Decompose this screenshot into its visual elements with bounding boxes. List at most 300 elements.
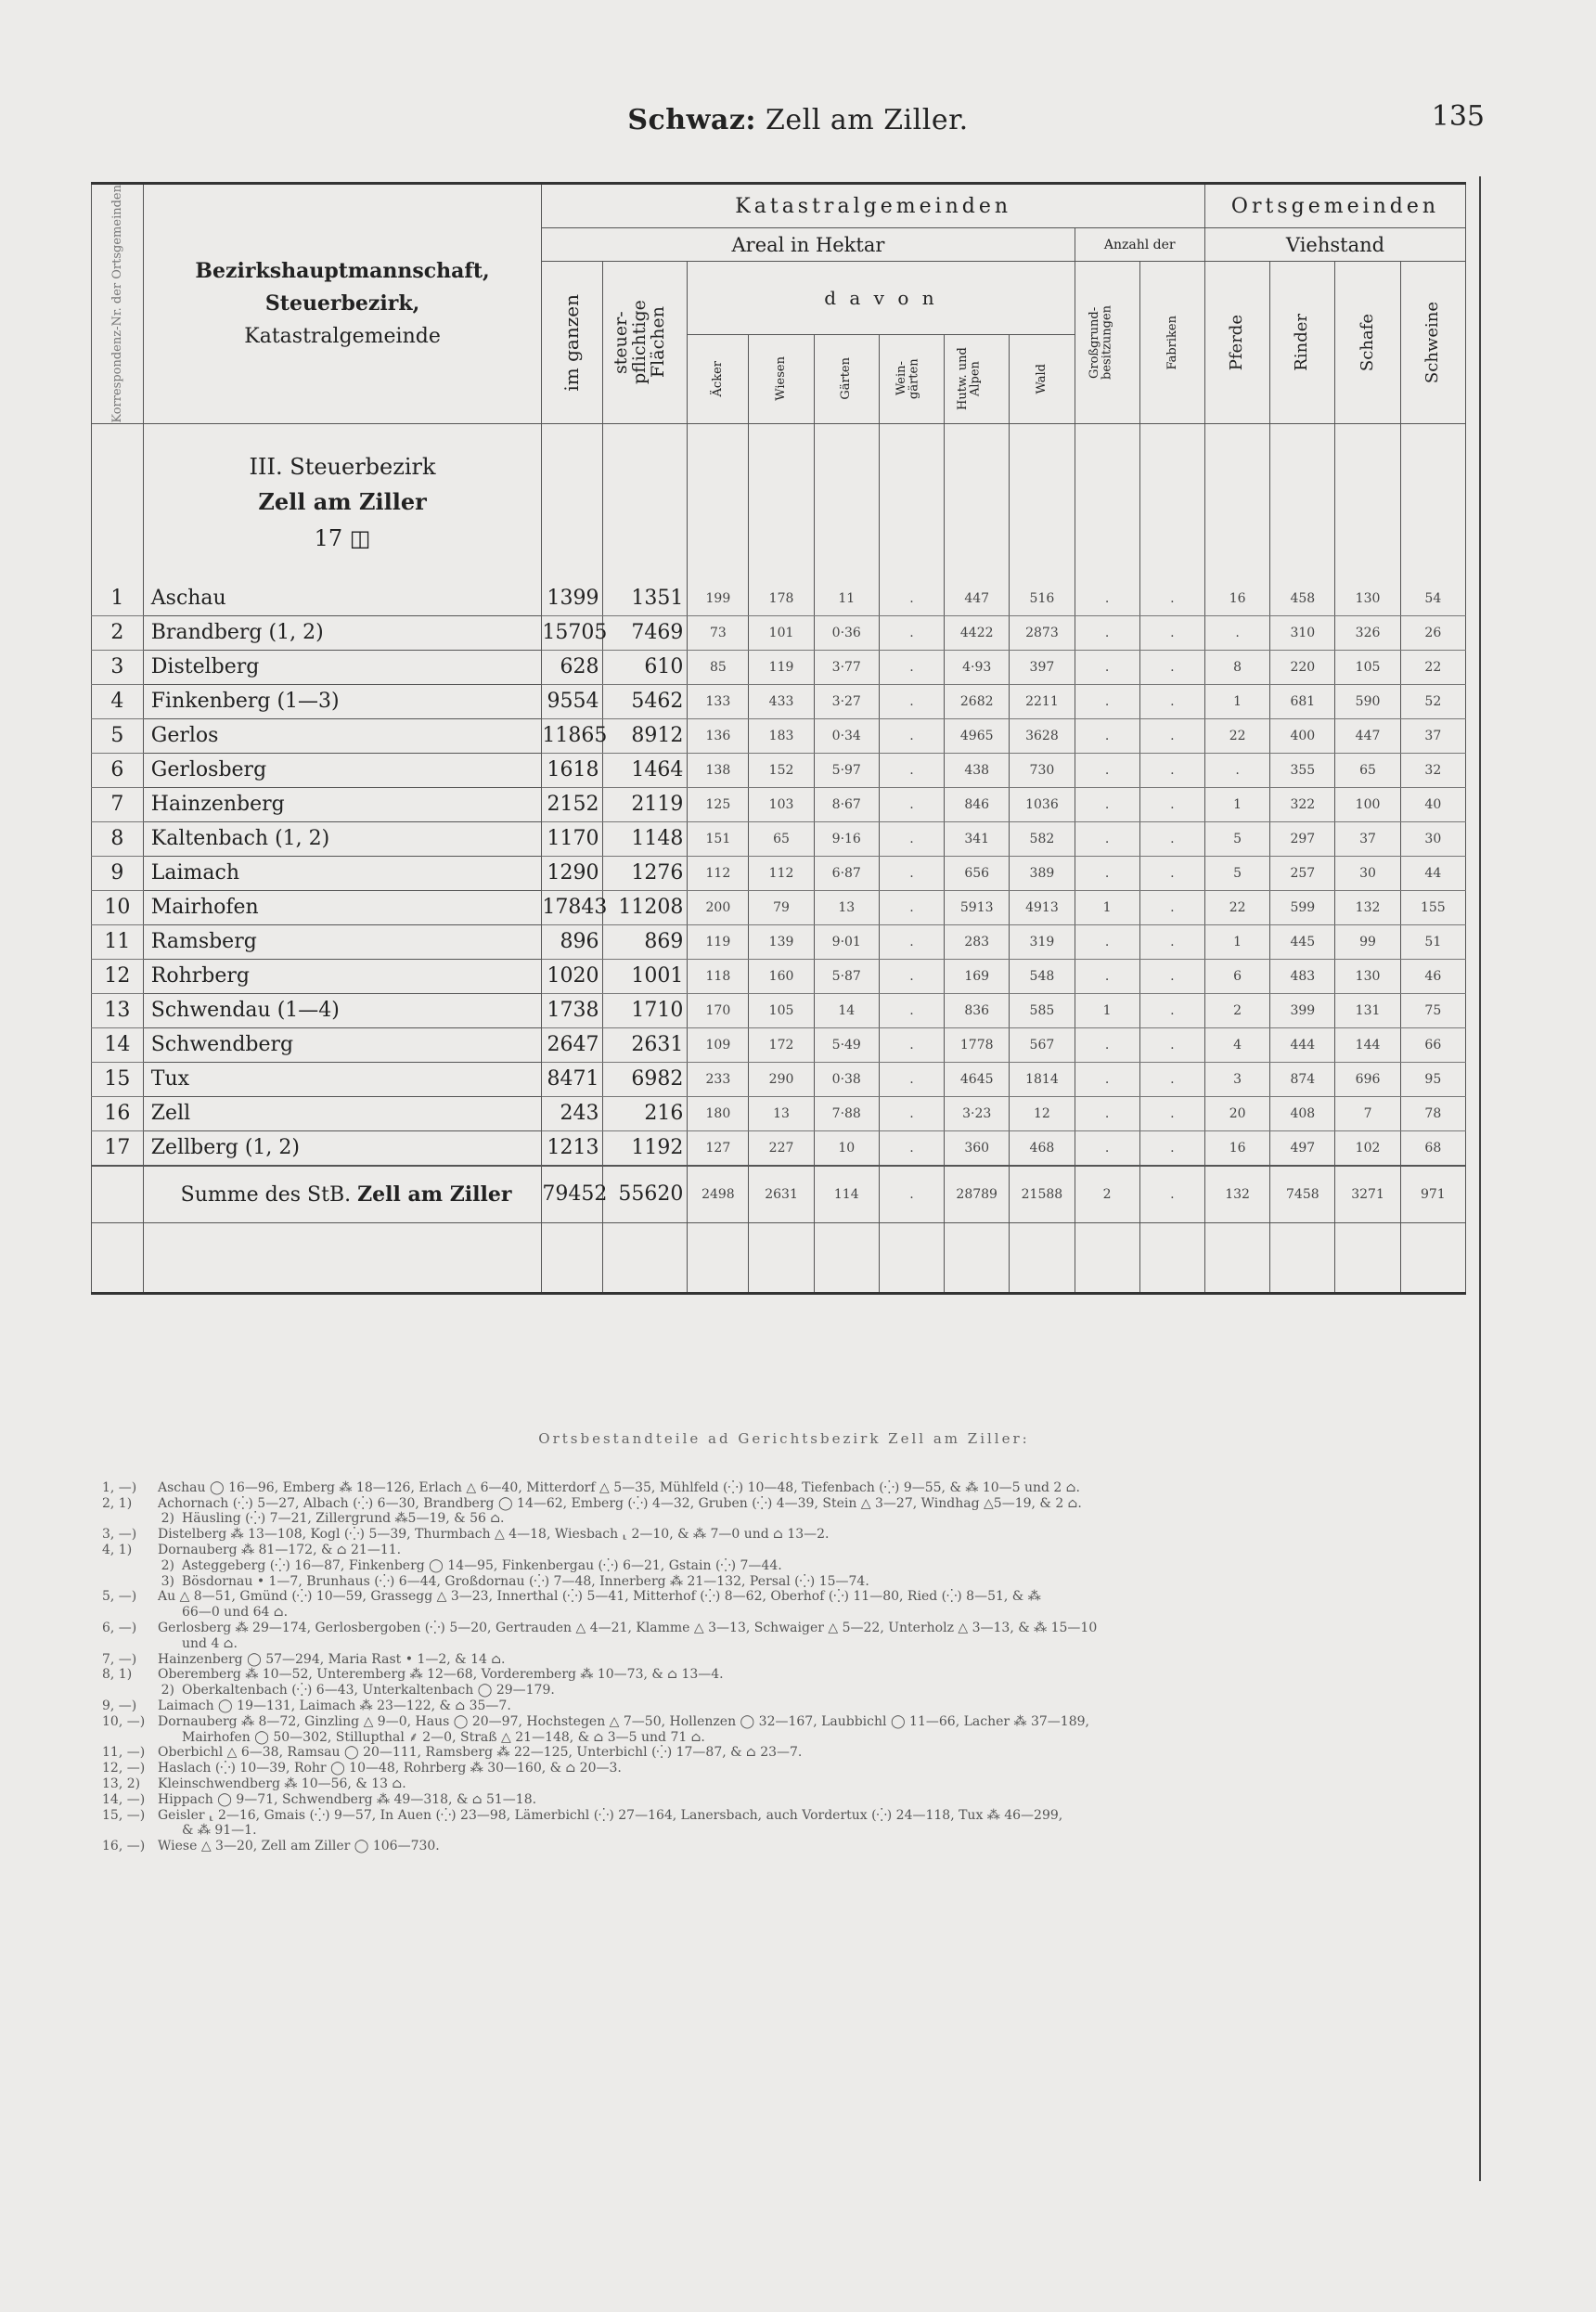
footnote-line (102, 1792, 1466, 1808)
cell-schafe: 37 (1335, 821, 1400, 856)
cell-schweine: 75 (1400, 993, 1465, 1027)
col-pferde: Pferde (1205, 262, 1270, 424)
cell-schafe: 144 (1335, 1027, 1400, 1062)
cell-rinder: 220 (1270, 650, 1335, 684)
cell-gaerten: 9·16 (814, 821, 879, 856)
cell-wiesen: 152 (749, 753, 814, 787)
title-district: Schwaz: (627, 104, 756, 136)
cell-rinder: 408 (1270, 1096, 1335, 1130)
cell-pferde: 22 (1205, 718, 1270, 753)
cell-wald: 730 (1010, 753, 1075, 787)
col-weingaerten: Wein-gärten (879, 334, 944, 423)
col-korrespondenz: Korrespondenz-Nr. der Ortsgemeinden (92, 184, 144, 424)
row-katastralgemeinde: Gerlos (143, 718, 542, 753)
footnote-line (102, 1808, 1466, 1824)
table-row (92, 821, 1466, 856)
cell-wald: 1814 (1010, 1062, 1075, 1096)
cell-wiesen: 112 (749, 856, 814, 890)
cell-im-ganzen: 2647 (542, 1027, 603, 1062)
cell-steuerpflichtige: 11208 (603, 890, 688, 924)
footnotes-title: Ortsbestandteile ad Gerichtsbezirk Zell am Ziller: (538, 1430, 1030, 1447)
cell-gaerten: 5·97 (814, 753, 879, 787)
cell-hutweiden: 3·23 (945, 1096, 1010, 1130)
cell-rinder: 458 (1270, 582, 1335, 616)
footnote-text: Dornauberg ⁂ 8—72, Ginzling △ 9—0, Haus ◯ 20—97, Hochstegen △ 7—50, Hollenzen ◯ 32—167, Laubbichl ◯ 11—66, Lacher ⁂ 37—189, (158, 1713, 1089, 1729)
cell-pferde: 16 (1205, 1130, 1270, 1166)
cell-pferde: 1 (1205, 924, 1270, 959)
cell-rinder: 297 (1270, 821, 1335, 856)
cell-hutweiden: 438 (945, 753, 1010, 787)
row-number: 5 (92, 718, 144, 753)
cell-hutweiden: 846 (945, 787, 1010, 821)
cell-weingaerten: . (879, 1027, 944, 1062)
cell-im-ganzen: 17843 (542, 890, 603, 924)
footnote-text: Hainzenberg ◯ 57—294, Maria Rast • 1—2, & 14 ⌂. (158, 1651, 506, 1667)
table-row (92, 582, 1466, 616)
footnote-marker: 12, —) (102, 1761, 146, 1776)
col-anzahl: Anzahl der (1075, 228, 1204, 262)
cell-im-ganzen: 1170 (542, 821, 603, 856)
col-schafe: Schafe (1335, 262, 1400, 424)
row-number: 7 (92, 787, 144, 821)
cell-pferde: 8 (1205, 650, 1270, 684)
cell-wiesen: 13 (749, 1096, 814, 1130)
footnote-marker: 9, —) (102, 1698, 137, 1713)
row-katastralgemeinde: Tux (143, 1062, 542, 1096)
cell-schafe: 131 (1335, 993, 1400, 1027)
cell-pferde: . (1205, 615, 1270, 650)
table-row (92, 718, 1466, 753)
footnote-text: & ⁂ 91—1. (182, 1823, 257, 1839)
col-wald: Wald (1010, 334, 1075, 423)
cell-schafe: 326 (1335, 615, 1400, 650)
cell-fabriken: . (1139, 753, 1204, 787)
cell-pferde: 5 (1205, 856, 1270, 890)
cell-rinder: 257 (1270, 856, 1335, 890)
cell-aecker: 73 (688, 615, 749, 650)
footnote-line (102, 1496, 1466, 1512)
cell-schweine: 46 (1400, 959, 1465, 993)
cell-im-ganzen: 1618 (542, 753, 603, 787)
footnote-text: Dornauberg ⁂ 81—172, & ⌂ 21—11. (158, 1542, 402, 1557)
table-row (92, 1130, 1466, 1166)
sum-steuerpflichtige: 55620 (603, 1166, 688, 1223)
table-row (92, 684, 1466, 718)
cell-steuerpflichtige: 216 (603, 1096, 688, 1130)
cell-fabriken: . (1139, 615, 1204, 650)
cell-wiesen: 101 (749, 615, 814, 650)
row-number: 4 (92, 684, 144, 718)
cell-wald: 397 (1010, 650, 1075, 684)
table-row (92, 924, 1466, 959)
cell-schafe: 7 (1335, 1096, 1400, 1130)
cell-fabriken: . (1139, 650, 1204, 684)
cell-schafe: 130 (1335, 959, 1400, 993)
cell-schafe: 130 (1335, 582, 1400, 616)
footnote-marker: 2) (161, 1557, 174, 1573)
cell-rinder: 399 (1270, 993, 1335, 1027)
cell-schweine: 54 (1400, 582, 1465, 616)
cell-wald: 319 (1010, 924, 1075, 959)
col-viehstand: Viehstand (1205, 228, 1466, 262)
col-hutweiden: Hutw. und Alpen (945, 334, 1010, 423)
sum-weingaerten: . (879, 1166, 944, 1223)
cell-steuerpflichtige: 1192 (603, 1130, 688, 1166)
footnote-text: Gerlosberg ⁂ 29—174, Gerlosbergoben (⁛) 5—20, Gertrauden △ 4—21, Klamme △ 3—13, Schwaiger △ 5—22, Unterholz △ 3—13, & ⁂ 15—10 (158, 1620, 1098, 1635)
cell-weingaerten: . (879, 718, 944, 753)
cell-rinder: 483 (1270, 959, 1335, 993)
sum-grossgrund: 2 (1075, 1166, 1139, 1223)
sum-fabriken: . (1139, 1166, 1204, 1223)
sum-row (92, 1166, 1466, 1223)
cell-steuerpflichtige: 5462 (603, 684, 688, 718)
row-number: 17 (92, 1130, 144, 1166)
cell-im-ganzen: 11865 (542, 718, 603, 753)
footnote-text: Häusling (⁛) 7—21, Zillergrund ⁂5—19, & 56 ⌂. (182, 1511, 505, 1527)
cell-steuerpflichtige: 1276 (603, 856, 688, 890)
cell-grossgrund: . (1075, 1062, 1139, 1096)
cell-wiesen: 433 (749, 684, 814, 718)
row-katastralgemeinde: Rohrberg (143, 959, 542, 993)
footnote-marker: 6, —) (102, 1620, 137, 1635)
footnote-line (102, 1823, 1466, 1839)
cell-gaerten: 3·77 (814, 650, 879, 684)
cell-pferde: 1 (1205, 684, 1270, 718)
footnote-line (102, 1761, 1466, 1776)
cell-fabriken: . (1139, 1130, 1204, 1166)
cell-hutweiden: 2682 (945, 684, 1010, 718)
cell-gaerten: 14 (814, 993, 879, 1027)
cell-im-ganzen: 1020 (542, 959, 603, 993)
cell-gaerten: 5·49 (814, 1027, 879, 1062)
cell-aecker: 199 (688, 582, 749, 616)
col-davon: d a v o n (688, 262, 1075, 335)
footnote-line (102, 1480, 1466, 1496)
cell-im-ganzen: 2152 (542, 787, 603, 821)
row-katastralgemeinde: Zellberg (1, 2) (143, 1130, 542, 1166)
cell-fabriken: . (1139, 684, 1204, 718)
cell-schweine: 32 (1400, 753, 1465, 787)
cell-weingaerten: . (879, 890, 944, 924)
cell-steuerpflichtige: 1001 (603, 959, 688, 993)
cell-im-ganzen: 896 (542, 924, 603, 959)
table-row (92, 1062, 1466, 1096)
page-title (0, 104, 1596, 136)
cell-hutweiden: 447 (945, 582, 1010, 616)
cell-hutweiden: 169 (945, 959, 1010, 993)
cell-fabriken: . (1139, 718, 1204, 753)
table-row (92, 993, 1466, 1027)
row-number: 6 (92, 753, 144, 787)
cell-rinder: 599 (1270, 890, 1335, 924)
cell-hutweiden: 656 (945, 856, 1010, 890)
cell-grossgrund: . (1075, 753, 1139, 787)
footnote-line (102, 1543, 1466, 1558)
cell-weingaerten: . (879, 615, 944, 650)
cell-gaerten: 0·34 (814, 718, 879, 753)
cell-rinder: 497 (1270, 1130, 1335, 1166)
cell-wald: 582 (1010, 821, 1075, 856)
cell-weingaerten: . (879, 924, 944, 959)
cell-im-ganzen: 628 (542, 650, 603, 684)
cell-hutweiden: 4645 (945, 1062, 1010, 1096)
cell-fabriken: . (1139, 959, 1204, 993)
footnote-text: Oberemberg ⁂ 10—52, Unteremberg ⁂ 12—68, Vorderemberg ⁂ 10—73, & ⌂ 13—4. (158, 1667, 724, 1683)
cell-grossgrund: . (1075, 684, 1139, 718)
cell-fabriken: . (1139, 1027, 1204, 1062)
right-border-rule (1479, 176, 1481, 2181)
cell-weingaerten: . (879, 1130, 944, 1166)
cell-grossgrund: . (1075, 856, 1139, 890)
cell-hutweiden: 283 (945, 924, 1010, 959)
cell-weingaerten: . (879, 856, 944, 890)
cell-steuerpflichtige: 610 (603, 650, 688, 684)
row-number: 15 (92, 1062, 144, 1096)
sum-aecker: 2498 (688, 1166, 749, 1223)
cell-wald: 585 (1010, 993, 1075, 1027)
footnote-text: Geisler ⸤ 2—16, Gmais (⁛) 9—57, In Auen (⁛) 23—98, Lämerbichl (⁛) 27—164, Lanersbach, auch Vordertux (⁛) 24—118, Tux ⁂ 46—299, (158, 1807, 1063, 1823)
footnote-text: Wiese △ 3—20, Zell am Ziller ◯ 106—730. (158, 1839, 440, 1854)
cell-schweine: 95 (1400, 1062, 1465, 1096)
footnote-line (102, 1527, 1466, 1543)
sum-hutweiden: 28789 (945, 1166, 1010, 1223)
cell-grossgrund: . (1075, 1027, 1139, 1062)
row-katastralgemeinde: Ramsberg (143, 924, 542, 959)
row-katastralgemeinde: Laimach (143, 856, 542, 890)
footnote-marker: 5, —) (102, 1589, 137, 1605)
cell-fabriken: . (1139, 856, 1204, 890)
cell-grossgrund: 1 (1075, 890, 1139, 924)
table-row (92, 856, 1466, 890)
cell-wiesen: 290 (749, 1062, 814, 1096)
cell-steuerpflichtige: 1710 (603, 993, 688, 1027)
cell-schafe: 65 (1335, 753, 1400, 787)
cell-grossgrund: . (1075, 787, 1139, 821)
cell-schafe: 590 (1335, 684, 1400, 718)
cell-rinder: 445 (1270, 924, 1335, 959)
footnote-text: Mairhofen ◯ 50—302, Stillupthal ⸙ 2—0, Straß △ 21—148, & ⌂ 3—5 und 71 ⌂. (182, 1729, 705, 1745)
cell-aecker: 133 (688, 684, 749, 718)
footnote-line (102, 1683, 1466, 1698)
blank-row (92, 1222, 1466, 1293)
cell-wiesen: 79 (749, 890, 814, 924)
cell-pferde: 1 (1205, 787, 1270, 821)
cell-weingaerten: . (879, 753, 944, 787)
cell-grossgrund: . (1075, 924, 1139, 959)
cell-schafe: 447 (1335, 718, 1400, 753)
cell-grossgrund: . (1075, 718, 1139, 753)
footnotes-lines (102, 1480, 1466, 1854)
col-aecker: Äcker (688, 334, 749, 423)
cell-wiesen: 103 (749, 787, 814, 821)
cell-schweine: 78 (1400, 1096, 1465, 1130)
row-number: 11 (92, 924, 144, 959)
footnote-line (102, 1574, 1466, 1590)
cell-aecker: 125 (688, 787, 749, 821)
cell-hutweiden: 836 (945, 993, 1010, 1027)
cell-pferde: 4 (1205, 1027, 1270, 1062)
cell-fabriken: . (1139, 1062, 1204, 1096)
cell-aecker: 200 (688, 890, 749, 924)
cell-rinder: 444 (1270, 1027, 1335, 1062)
row-katastralgemeinde: Brandberg (1, 2) (143, 615, 542, 650)
cell-pferde: 22 (1205, 890, 1270, 924)
cell-gaerten: 8·67 (814, 787, 879, 821)
cell-gaerten: 0·38 (814, 1062, 879, 1096)
row-katastralgemeinde: Hainzenberg (143, 787, 542, 821)
cell-wiesen: 139 (749, 924, 814, 959)
cell-schweine: 44 (1400, 856, 1465, 890)
sum-schafe: 3271 (1335, 1166, 1400, 1223)
cell-gaerten: 0·36 (814, 615, 879, 650)
cell-steuerpflichtige: 869 (603, 924, 688, 959)
cell-grossgrund: . (1075, 1130, 1139, 1166)
footnote-line (102, 1698, 1466, 1714)
cell-gaerten: 11 (814, 582, 879, 616)
cell-wiesen: 227 (749, 1130, 814, 1166)
cell-grossgrund: 1 (1075, 993, 1139, 1027)
cell-schweine: 22 (1400, 650, 1465, 684)
cell-wald: 468 (1010, 1130, 1075, 1166)
cell-im-ganzen: 1399 (542, 582, 603, 616)
cell-gaerten: 7·88 (814, 1096, 879, 1130)
row-katastralgemeinde: Distelberg (143, 650, 542, 684)
footnote-line (102, 1605, 1466, 1621)
cell-im-ganzen: 8471 (542, 1062, 603, 1096)
cell-wiesen: 119 (749, 650, 814, 684)
sum-label: Summe des StB. Zell am Ziller (143, 1166, 542, 1223)
footnote-marker: 3, —) (102, 1527, 137, 1543)
cell-hutweiden: 5913 (945, 890, 1010, 924)
footnote-marker: 4, 1) (102, 1542, 133, 1557)
sum-schweine: 971 (1400, 1166, 1465, 1223)
cell-aecker: 151 (688, 821, 749, 856)
cell-schafe: 105 (1335, 650, 1400, 684)
footnotes (102, 1431, 1466, 1854)
table-row (92, 890, 1466, 924)
cell-weingaerten: . (879, 684, 944, 718)
page-number: 135 (1431, 100, 1485, 133)
cell-wald: 548 (1010, 959, 1075, 993)
footnote-text: Hippach ◯ 9—71, Schwendberg ⁂ 49—318, & ⌂ 51—18. (158, 1791, 537, 1807)
col-name: Bezirkshauptmannschaft, Steuerbezirk, Katastralgemeinde (143, 184, 542, 424)
cell-weingaerten: . (879, 787, 944, 821)
footnote-text: und 4 ⌂. (182, 1635, 238, 1651)
table-row (92, 650, 1466, 684)
footnote-text: Aschau ◯ 16—96, Emberg ⁂ 18—126, Erlach △ 6—40, Mitterdorf △ 5—35, Mühlfeld (⁛) 10—48, Tiefenbach (⁛) 9—55, & ⁂ 10—5 und 2 ⌂. (158, 1479, 1080, 1495)
cell-schweine: 155 (1400, 890, 1465, 924)
cell-gaerten: 9·01 (814, 924, 879, 959)
cell-weingaerten: . (879, 993, 944, 1027)
cell-gaerten: 10 (814, 1130, 879, 1166)
cell-wiesen: 178 (749, 582, 814, 616)
footnote-marker: 2) (161, 1683, 174, 1698)
cell-rinder: 355 (1270, 753, 1335, 787)
cell-grossgrund: . (1075, 959, 1139, 993)
cell-hutweiden: 1778 (945, 1027, 1010, 1062)
cell-wiesen: 160 (749, 959, 814, 993)
cell-grossgrund: . (1075, 650, 1139, 684)
cell-rinder: 310 (1270, 615, 1335, 650)
cell-pferde: . (1205, 753, 1270, 787)
footnote-marker: 10, —) (102, 1713, 146, 1729)
footnote-text: Achornach (⁛) 5—27, Albach (⁛) 6—30, Brandberg ◯ 14—62, Emberg (⁛) 4—32, Gruben (⁛) 4—39, Stein △ 3—27, Windhag △5—19, & 2 ⌂. (158, 1495, 1082, 1511)
col-ortsgemeinden: Ortsgemeinden (1205, 184, 1466, 228)
cell-fabriken: . (1139, 924, 1204, 959)
col-gaerten: Gärten (814, 334, 879, 423)
cell-grossgrund: . (1075, 582, 1139, 616)
cell-schafe: 696 (1335, 1062, 1400, 1096)
footnote-line (102, 1776, 1466, 1792)
sum-pferde: 132 (1205, 1166, 1270, 1223)
cell-grossgrund: . (1075, 821, 1139, 856)
cell-fabriken: . (1139, 993, 1204, 1027)
footnote-text: Distelberg ⁂ 13—108, Kogl (⁛) 5—39, Thurmbach △ 4—18, Wiesbach ⸤ 2—10, & ⁂ 7—0 und ⌂ 13—2. (158, 1527, 830, 1543)
cell-hutweiden: 4965 (945, 718, 1010, 753)
footnote-text: Bösdornau • 1—7, Brunhaus (⁛) 6—44, Großdornau (⁛) 7—48, Innerberg ⁂ 21—132, Persal (⁛) 15—74. (182, 1573, 869, 1589)
cell-im-ganzen: 15705 (542, 615, 603, 650)
sum-im-ganzen: 79452 (542, 1166, 603, 1223)
table-row (92, 959, 1466, 993)
row-number: 14 (92, 1027, 144, 1062)
cell-aecker: 138 (688, 753, 749, 787)
cell-aecker: 85 (688, 650, 749, 684)
row-katastralgemeinde: Schwendberg (143, 1027, 542, 1062)
cell-weingaerten: . (879, 582, 944, 616)
sum-gaerten: 114 (814, 1166, 879, 1223)
cell-wald: 516 (1010, 582, 1075, 616)
footnote-line (102, 1667, 1466, 1683)
footnote-marker: 8, 1) (102, 1667, 133, 1683)
row-number: 8 (92, 821, 144, 856)
statistics-table (91, 182, 1466, 1295)
cell-pferde: 20 (1205, 1096, 1270, 1130)
col-grossgrund: Großgrund-besitzungen (1075, 262, 1139, 424)
cell-fabriken: . (1139, 821, 1204, 856)
cell-steuerpflichtige: 1351 (603, 582, 688, 616)
cell-steuerpflichtige: 1148 (603, 821, 688, 856)
footnote-marker: 2, 1) (102, 1495, 133, 1511)
table-row (92, 787, 1466, 821)
cell-rinder: 322 (1270, 787, 1335, 821)
sum-wald: 21588 (1010, 1166, 1075, 1223)
cell-im-ganzen: 1290 (542, 856, 603, 890)
title-court: Zell am Ziller. (766, 104, 969, 136)
table-row (92, 1096, 1466, 1130)
row-number: 16 (92, 1096, 144, 1130)
cell-schweine: 40 (1400, 787, 1465, 821)
footnote-text: Laimach ◯ 19—131, Laimach ⁂ 23—122, & ⌂ 35—7. (158, 1698, 511, 1713)
cell-wiesen: 65 (749, 821, 814, 856)
cell-grossgrund: . (1075, 1096, 1139, 1130)
col-schweine: Schweine (1400, 262, 1465, 424)
cell-gaerten: 3·27 (814, 684, 879, 718)
footnote-marker: 14, —) (102, 1791, 146, 1807)
row-katastralgemeinde: Finkenberg (1—3) (143, 684, 542, 718)
footnote-marker: 2) (161, 1511, 174, 1527)
row-number: 2 (92, 615, 144, 650)
cell-wald: 1036 (1010, 787, 1075, 821)
footnote-text: Asteggeberg (⁛) 16—87, Finkenberg ◯ 14—95, Finkenbergau (⁛) 6—21, Gstain (⁛) 7—44. (182, 1557, 782, 1573)
sum-rinder: 7458 (1270, 1166, 1335, 1223)
cell-pferde: 6 (1205, 959, 1270, 993)
cell-wald: 2873 (1010, 615, 1075, 650)
col-rinder: Rinder (1270, 262, 1335, 424)
cell-pferde: 2 (1205, 993, 1270, 1027)
cell-wald: 4913 (1010, 890, 1075, 924)
cell-rinder: 874 (1270, 1062, 1335, 1096)
col-katastralgemeinden: Katastralgemeinden (542, 184, 1205, 228)
